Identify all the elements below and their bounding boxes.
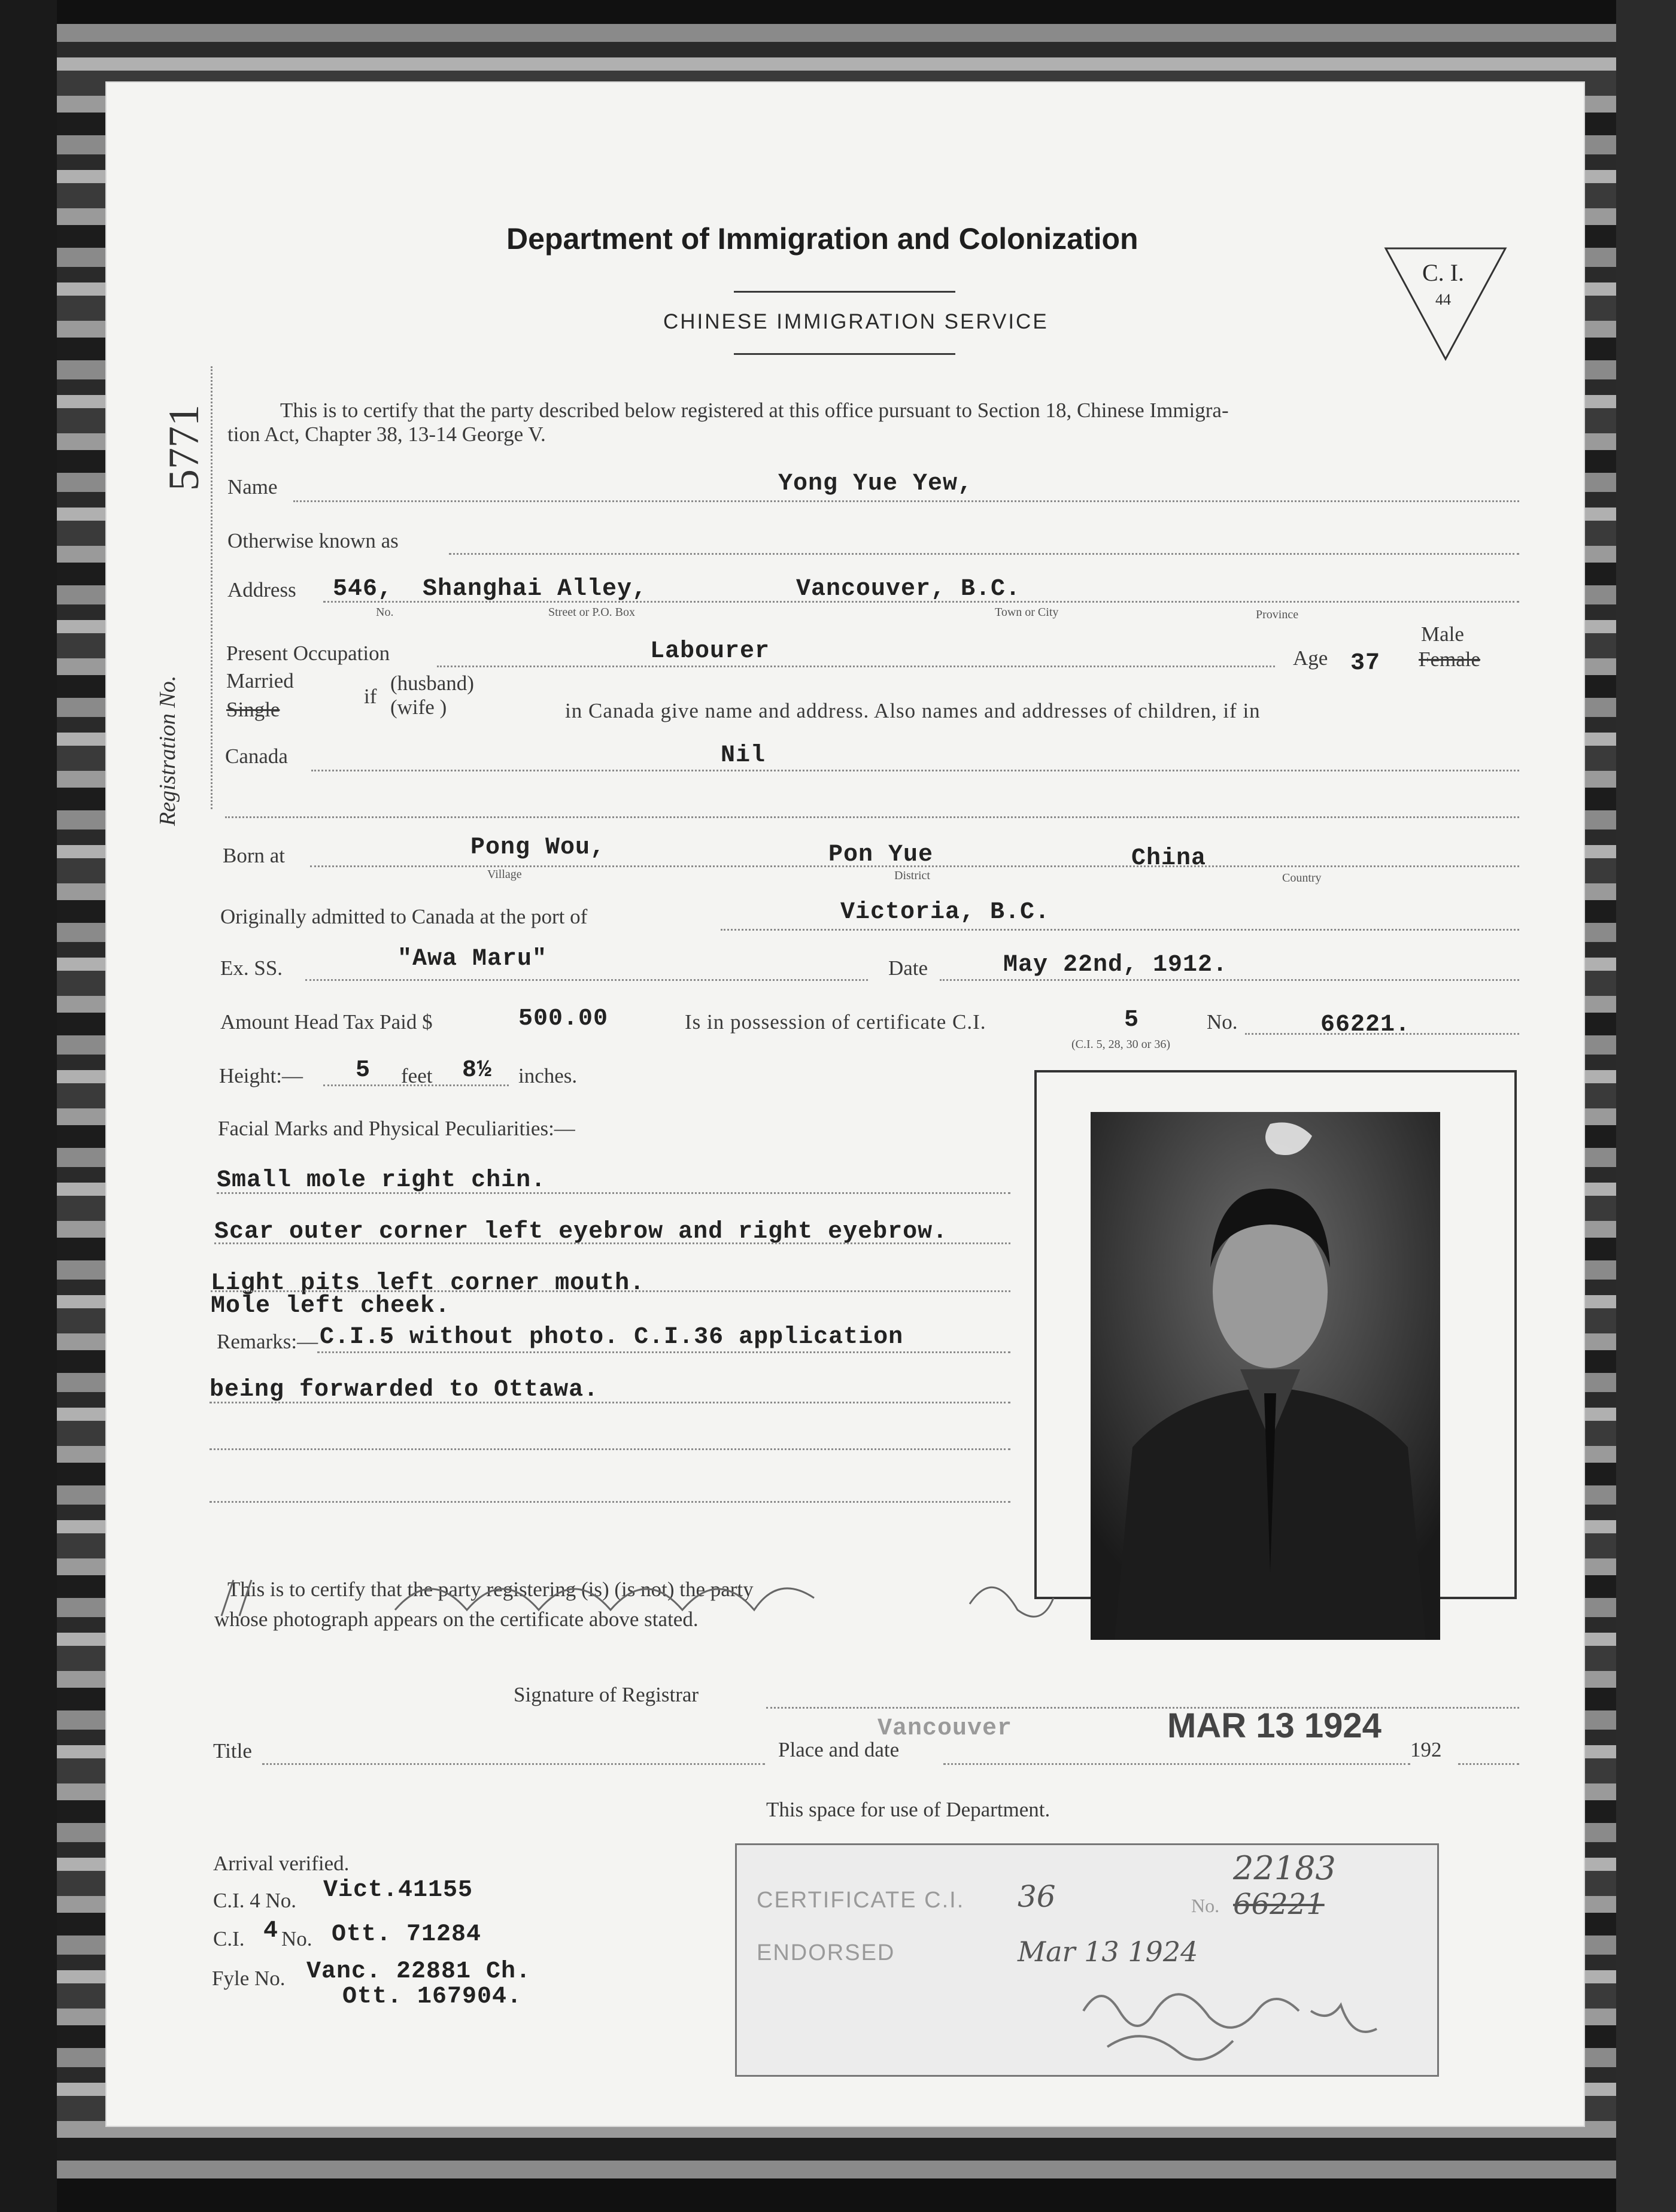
ci-number: 4 bbox=[263, 1918, 279, 1944]
name-line bbox=[293, 500, 1519, 502]
received-date-stamp: MAR 13 1924 bbox=[1167, 1706, 1382, 1745]
certificate-sub: (C.I. 5, 28, 30 or 36) bbox=[1071, 1038, 1170, 1051]
address-sub-no: No. bbox=[376, 606, 394, 619]
canada-label: Canada bbox=[225, 745, 288, 768]
address-city: Vancouver, B.C. bbox=[796, 576, 1021, 603]
registration-number: 5771 bbox=[160, 405, 208, 491]
year-line bbox=[1458, 1763, 1519, 1765]
occupation-line bbox=[437, 666, 1275, 667]
height-feet: 5 bbox=[356, 1057, 371, 1084]
otherwise-label: Otherwise known as bbox=[227, 529, 399, 552]
date-value: May 22nd, 1912. bbox=[1003, 952, 1228, 979]
canada-instructions: in Canada give name and address. Also names and addresses of children, if in bbox=[565, 699, 1261, 722]
port-label: Originally admitted to Canada at the port of bbox=[220, 905, 588, 928]
age-label: Age bbox=[1293, 646, 1328, 670]
stamp-ci-handwritten: 36 bbox=[1018, 1879, 1056, 1914]
height-line bbox=[323, 1084, 509, 1086]
marks-line-3: Light pits left corner mouth. bbox=[211, 1270, 645, 1297]
port-value: Victoria, B.C. bbox=[840, 899, 1050, 926]
husband-label: (husband) bbox=[390, 672, 474, 695]
born-label: Born at bbox=[223, 844, 286, 867]
age-value: 37 bbox=[1350, 650, 1381, 677]
arrival-verified-label: Arrival verified. bbox=[213, 1852, 350, 1875]
signature-line bbox=[766, 1707, 1519, 1709]
header-rule-top bbox=[734, 291, 955, 293]
occupation-value: Labourer bbox=[650, 638, 770, 665]
signature-label: Signature of Registrar bbox=[514, 1683, 699, 1706]
ci4-value: Vict.41155 bbox=[323, 1877, 473, 1904]
year-suffix: 192 bbox=[1410, 1738, 1442, 1761]
sex-female-struck: Female bbox=[1419, 648, 1481, 671]
born-district: Pon Yue bbox=[828, 841, 934, 868]
form-code-line1: C. I. bbox=[1422, 259, 1464, 286]
ci-value: Ott. 71284 bbox=[332, 1921, 482, 1948]
canada-value: Nil bbox=[721, 742, 766, 769]
ci-no-label: No. bbox=[281, 1927, 312, 1950]
headtax-label: Amount Head Tax Paid $ bbox=[220, 1010, 433, 1034]
name-label: Name bbox=[227, 475, 278, 499]
header-rule-bottom bbox=[734, 353, 955, 355]
name-value: Yong Yue Yew, bbox=[778, 470, 973, 497]
single-label-struck: Single bbox=[226, 698, 280, 721]
born-village: Pong Wou, bbox=[470, 834, 606, 861]
address-sub-street: Street or P.O. Box bbox=[548, 606, 635, 619]
address-label: Address bbox=[227, 578, 296, 601]
ss-label: Ex. SS. bbox=[220, 956, 283, 980]
film-border-right bbox=[1616, 0, 1676, 2212]
blank-line-1 bbox=[225, 816, 1519, 818]
married-label: Married bbox=[226, 669, 294, 692]
stamp-no-label: No. bbox=[1191, 1895, 1220, 1916]
height-label: Height:— bbox=[219, 1064, 303, 1087]
service-title: CHINESE IMMIGRATION SERVICE bbox=[663, 310, 1049, 333]
film-border-top bbox=[0, 0, 1676, 24]
title-line bbox=[262, 1763, 765, 1765]
fyle-label: Fyle No. bbox=[212, 1967, 286, 1990]
marks-label: Facial Marks and Physical Peculiarities:— bbox=[218, 1117, 575, 1140]
applicant-photograph bbox=[1091, 1112, 1440, 1640]
department-space-label: This space for use of Department. bbox=[766, 1798, 1050, 1821]
film-border-bottom bbox=[0, 2178, 1676, 2212]
place-value: Vancouver bbox=[878, 1715, 1013, 1742]
registration-dotted-line bbox=[211, 366, 212, 809]
remarks-rule-1 bbox=[317, 1351, 1010, 1353]
form-code-line2: 44 bbox=[1435, 291, 1451, 308]
stamp-endorsed-handwritten: Mar 13 1924 bbox=[1018, 1936, 1198, 1968]
ci4-label: C.I. 4 No. bbox=[213, 1889, 297, 1912]
film-border-left bbox=[0, 0, 57, 2212]
feet-label: feet bbox=[401, 1064, 433, 1087]
remarks-rule-4 bbox=[210, 1501, 1010, 1503]
if-label: if bbox=[364, 685, 377, 708]
headtax-value: 500.00 bbox=[518, 1005, 609, 1032]
marks-rule-1 bbox=[217, 1192, 1010, 1194]
address-sub-province: Province bbox=[1256, 608, 1299, 621]
certificate-no-label: No. bbox=[1207, 1010, 1238, 1034]
address-street: Shanghai Alley, bbox=[423, 576, 648, 603]
date-label: Date bbox=[888, 956, 928, 980]
born-sub-country: Country bbox=[1282, 871, 1322, 885]
certificate-ci: 5 bbox=[1124, 1007, 1140, 1034]
marks-line-4: Mole left cheek. bbox=[211, 1293, 451, 1320]
born-country: China bbox=[1131, 845, 1207, 872]
photo-certify-line-1: This is to certify that the party registering (is) (is not) the party bbox=[227, 1578, 754, 1601]
place-date-line bbox=[943, 1763, 1410, 1765]
occupation-label: Present Occupation bbox=[226, 642, 390, 665]
remarks-rule-2 bbox=[210, 1402, 1010, 1403]
title-label: Title bbox=[213, 1739, 252, 1763]
ss-value: "Awa Maru" bbox=[397, 946, 548, 973]
wife-label: (wife ) bbox=[390, 695, 447, 719]
born-sub-district: District bbox=[894, 869, 930, 882]
date-line bbox=[940, 979, 1519, 981]
stamp-no-struck: 66221 bbox=[1233, 1888, 1325, 1921]
remarks-rule-3 bbox=[210, 1448, 1010, 1450]
remarks-line-1: C.I.5 without photo. C.I.36 application bbox=[320, 1324, 904, 1351]
canada-line bbox=[311, 770, 1519, 771]
sex-male: Male bbox=[1421, 622, 1464, 646]
certificate-no: 66221. bbox=[1320, 1011, 1411, 1038]
address-line bbox=[323, 601, 1519, 603]
marks-rule-3 bbox=[211, 1290, 1010, 1292]
marks-line-1: Small mole right chin. bbox=[217, 1167, 546, 1194]
marks-rule-2 bbox=[214, 1242, 1010, 1244]
stamp-certificate-label: CERTIFICATE C.I. bbox=[757, 1888, 965, 1913]
remarks-line-2: being forwarded to Ottawa. bbox=[210, 1377, 599, 1403]
place-date-label: Place and date bbox=[778, 1738, 900, 1761]
registration-label: Registration No. bbox=[155, 675, 180, 826]
certify-line-2: tion Act, Chapter 38, 13-14 George V. bbox=[227, 423, 546, 446]
certificate-line bbox=[1245, 1033, 1519, 1035]
address-sub-city: Town or City bbox=[995, 606, 1059, 619]
certificate-label: Is in possession of certificate C.I. bbox=[685, 1010, 986, 1034]
ci-label: C.I. bbox=[213, 1927, 245, 1950]
fyle-value-2: Ott. 167904. bbox=[342, 1983, 523, 2010]
stamp-endorsed-label: ENDORSED bbox=[757, 1940, 895, 1965]
address-no: 546, bbox=[333, 576, 393, 603]
endorsement-signature bbox=[1071, 1975, 1395, 2065]
port-line bbox=[721, 929, 1519, 931]
born-sub-village: Village bbox=[487, 868, 522, 881]
department-title: Department of Immigration and Colonization bbox=[506, 222, 1138, 256]
photo-certify-line-2: whose photograph appears on the certificate above stated. bbox=[214, 1608, 699, 1631]
stamp-no-handwritten: 22183 bbox=[1233, 1849, 1336, 1887]
height-inches: 8½ bbox=[462, 1057, 493, 1084]
marks-line-2: Scar outer corner left eyebrow and right eyebrow. bbox=[214, 1219, 948, 1245]
certify-line-1: This is to certify that the party described below registered at this office pursuant to Section 18, Chinese Immigra- bbox=[280, 399, 1229, 422]
remarks-label: Remarks:— bbox=[217, 1330, 318, 1353]
signature-scribble bbox=[215, 1562, 1065, 1634]
fyle-value-1: Vanc. 22881 Ch. bbox=[306, 1958, 532, 1985]
inches-label: inches. bbox=[518, 1064, 578, 1087]
ss-line bbox=[305, 979, 868, 981]
otherwise-line bbox=[449, 553, 1519, 555]
